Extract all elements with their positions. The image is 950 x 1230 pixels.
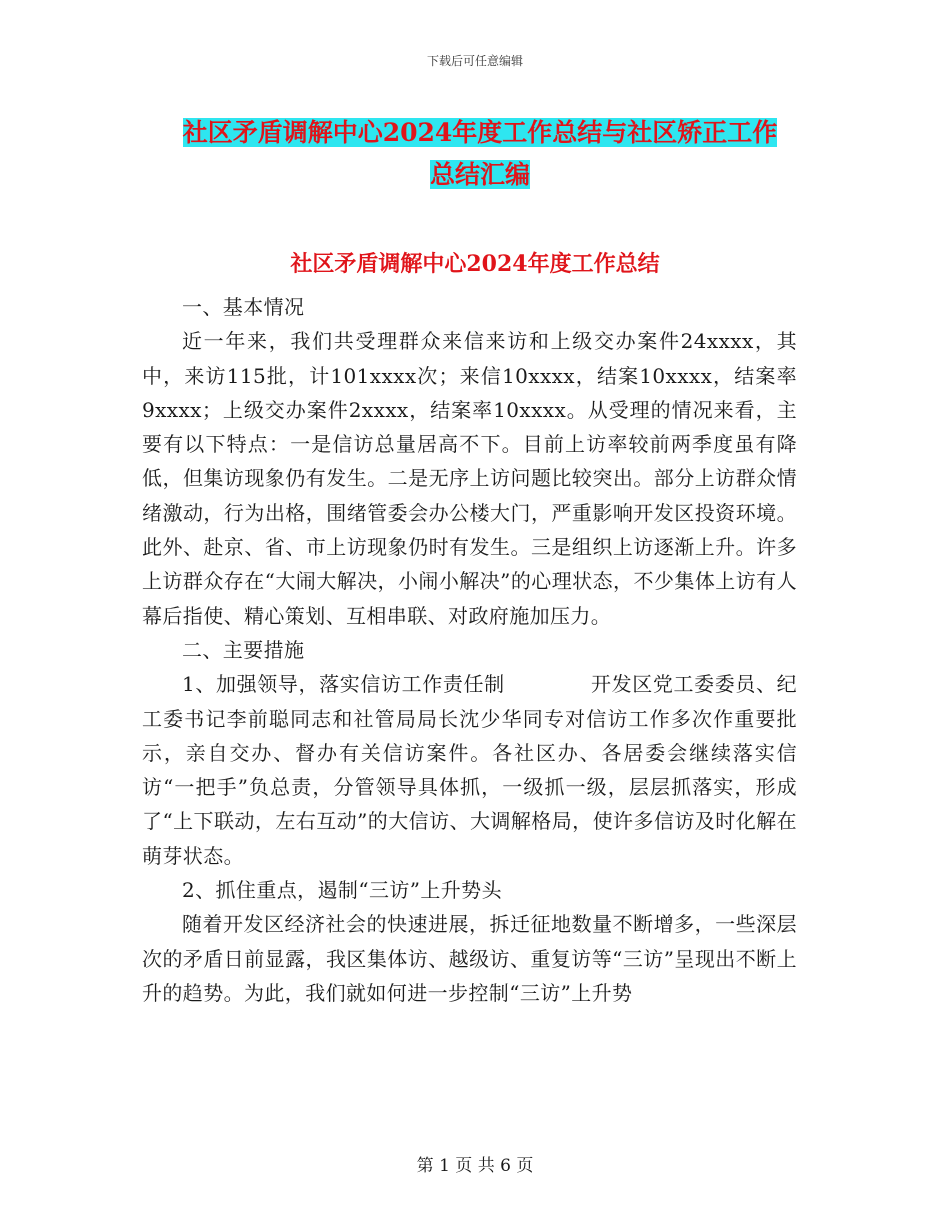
section-title: 社区矛盾调解中心2024年度工作总结 [290,251,660,277]
paragraph-leadership [142,667,797,873]
heading-main-measures: 二、主要措施 [182,637,305,662]
page-header-note: 下载后可任意编辑 [426,54,523,68]
page-number: 第 1 页 共 6 页 [416,1156,534,1176]
heading-basic-situation: 一、基本情况 [182,295,305,319]
heading-key-points: 2、抓住重点，遏制“三访”上升势头 [182,878,502,903]
paragraph-leadership-lead: 1、加强领导，落实信访工作责任制 [182,672,505,697]
document-title-line1: 社区矛盾调解中心2024年度工作总结与社区矫正工作 [182,118,778,147]
paragraph-leadership-body: 开发区党工委委员、纪工委书记李前聪同志和社管局局长沈少华同专对信访工作多次作重要批示，亲自交办、督办有关信访案件。各社区办、各居委会继续落实信访“一把手”负总责，分管领导具体抓，一级抓一级，层层抓落实，形成了“上下联动，左右互动”的大信访、大调解格局，使许多信访及时化解在萌芽状态。 [142,672,798,868]
document-title-line2: 总结汇编 [429,160,530,189]
document-body [142,290,797,1010]
paragraph-basic-situation: 近一年来，我们共受理群众来信来访和上级交办案件24xxxx，其中，来访115批，计101xxxx次；来信10xxxx，结案10xxxx，结案率9xxxx；上级交办案件2xxxx，结案率10xxxx。从受理的情况来看，主要有以下特点：一是信访总量居高不下。目前上访率较前两季度虽有降低，但集访现象仍有发生。二是无序上访问题比较突出。部分上访群众情绪激动，行为出格，围绪管委会办公楼大门，严重影响开发区投资环境。此外、赴京、省、市上访现象仍时有发生。三是组织上访逐渐上升。许多上访群众存在“大闹大解决，小闹小解决”的心理状态，不少集体上访有人幕后指使、精心策划、互相串联、对政府施加压力。 [142,329,797,628]
document-title [140,112,820,196]
paragraph-key-points: 随着开发区经济社会的快速进展，拆迁征地数量不断增多，一些深层次的矛盾日前显露，我区集体访、越级访、重复访等“三访”呈现出不断上升的趋势。为此，我们就如何进一步控制“三访”上升势 [142,912,797,1005]
